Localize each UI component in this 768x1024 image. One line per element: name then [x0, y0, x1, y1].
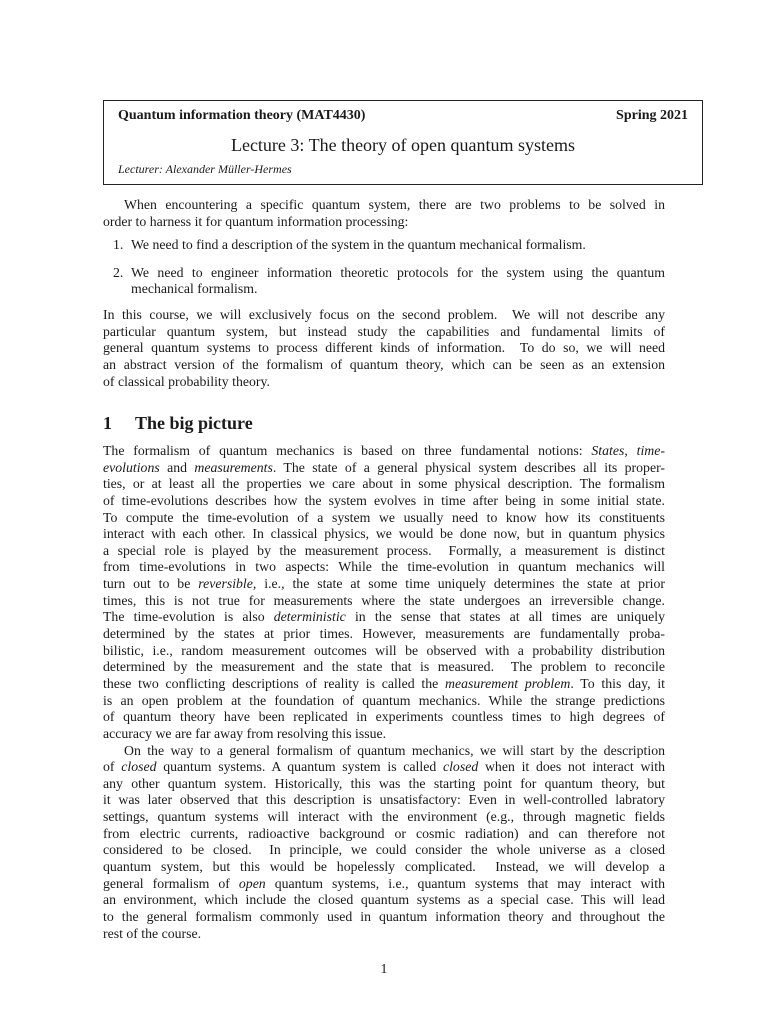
scope-paragraph — [103, 307, 665, 390]
list-text — [103, 265, 665, 298]
text-line — [103, 197, 665, 214]
list-item — [103, 265, 665, 298]
text-segment: . The state of a general physical system describes all its proper- — [272, 459, 665, 475]
list-item — [103, 237, 665, 254]
text-segment: settings, quantum systems will interact with the environment (e.g., through magnetic fields — [103, 809, 665, 825]
text-segment: interact with each other. In classical physics, we would be done now, but in quantum physics — [103, 526, 665, 542]
text-line — [103, 476, 665, 493]
text-line — [103, 909, 665, 926]
text-segment: To compute the time-evolution of a system we usually need to know how its constituents — [103, 509, 665, 525]
text-line — [103, 892, 665, 909]
emphasized-text: closed — [442, 759, 479, 775]
text-segment: from electric currents, radioactive background or cosmic radiation) and can therefore not — [103, 825, 665, 841]
emphasized-text: closed — [121, 759, 157, 775]
text-segment: is an open problem at the foundation of quantum mechanics. While the strange predictions — [103, 692, 665, 708]
text-line — [103, 576, 665, 593]
text-line — [103, 743, 665, 760]
text-line — [103, 543, 665, 560]
text-line — [103, 792, 665, 809]
text-line — [103, 676, 665, 693]
page-number: 1 — [380, 961, 388, 976]
lecture-header-box — [103, 100, 703, 185]
term: Spring 2021 — [616, 108, 688, 123]
text-segment: determined by the states at prior times. However, measurements are fundamentally proba- — [103, 626, 665, 642]
text-segment: of time-evolutions describes how the system evolves in time after being in some initial state. — [103, 492, 665, 508]
text-segment: When encountering a specific quantum system, there are two problems to be solved in — [124, 197, 665, 212]
emphasized-text: evolutions — [103, 459, 160, 475]
list-number: 2. — [113, 264, 124, 280]
text-segment: from time-evolutions in two aspects: While the time-evolution in quantum mechanics will — [103, 559, 665, 575]
text-line — [103, 460, 665, 477]
text-line — [103, 826, 665, 843]
text-line — [131, 265, 665, 282]
text-line — [103, 643, 665, 660]
text-segment: general formalism of — [103, 875, 239, 891]
emphasized-text: open — [238, 875, 266, 891]
text-segment: determined by the measurement and the state that is measured. The problem to reconcile — [103, 659, 665, 675]
list-number: 1. — [113, 237, 124, 252]
text-segment: The formalism of quantum mechanics is based on three fundamental notions: — [103, 443, 592, 458]
text-line — [103, 374, 665, 391]
text-segment: and — [159, 459, 195, 475]
text-line — [103, 340, 665, 357]
text-line — [103, 593, 665, 610]
section-title: The big picture — [135, 413, 253, 433]
text-segment: of classical probability theory. — [103, 373, 270, 389]
text-segment: turn out to be — [103, 576, 199, 592]
text-segment: considered to be closed. In principle, we could consider the whole universe as a closed — [103, 842, 665, 858]
emphasized-text: measurement problem — [445, 675, 571, 691]
course-title: Quantum information theory (MAT4430) — [118, 108, 366, 123]
text-line — [103, 493, 665, 510]
lecture-title: Lecture 3: The theory of open quantum systems — [230, 135, 576, 155]
lecturer: Lecturer: Alexander Müller-Hermes — [118, 162, 292, 176]
text-segment: In this course, we will exclusively focus on the second problem. We will not describe any — [103, 307, 665, 322]
text-segment: when it does not interact with — [478, 759, 665, 775]
text-segment: of quantum theory have been replicated in experiments countless times to high degrees of — [103, 709, 665, 725]
text-segment: . To this day, it — [570, 675, 665, 691]
text-line — [103, 876, 665, 893]
open-systems-paragraph — [103, 743, 665, 943]
text-line — [103, 859, 665, 876]
text-segment: any other quantum system. Historically, this was the starting point for quantum theory, but — [103, 775, 665, 791]
text-line — [103, 759, 665, 776]
text-segment: quantum systems, i.e., quantum systems that may interact with — [265, 875, 665, 891]
text-segment: mechanical formalism. — [131, 281, 258, 297]
text-segment: an environment, which include the closed quantum systems as a special case. This will lead — [103, 892, 665, 908]
text-segment: bilistic, i.e., random measurement outcomes will be observed with a probability distribution — [103, 642, 665, 658]
text-line — [131, 237, 665, 254]
text-segment: ties, or at least all the properties we care about in some physical description. The formalism — [103, 476, 665, 492]
text-segment: of — [103, 759, 122, 775]
text-line — [103, 926, 665, 943]
text-segment: an abstract version of the formalism of quantum theory, which can be seen as an extension — [103, 356, 665, 372]
text-segment: rest of the course. — [103, 925, 202, 941]
emphasized-text: reversible — [198, 576, 253, 592]
text-line — [103, 693, 665, 710]
numbered-list — [103, 237, 665, 298]
emphasized-text: States — [591, 443, 625, 458]
text-segment: On the way to a general formalism of quantum mechanics, we will start by the description — [124, 742, 665, 758]
text-segment: these two conflicting descriptions of reality is called the — [103, 675, 446, 691]
text-segment: it was later observed that this description is unsatisfactory: Even in well-controlled labratory — [103, 792, 665, 808]
text-line — [103, 526, 665, 543]
text-segment: , — [624, 443, 637, 458]
text-line — [103, 709, 665, 726]
text-segment: a special role is played by the measurement process. Formally, a measurement is distinct — [103, 542, 665, 558]
text-line — [103, 307, 665, 324]
text-line — [103, 609, 665, 626]
text-line — [103, 559, 665, 576]
emphasized-text: deterministic — [273, 609, 346, 625]
text-line — [103, 510, 665, 527]
text-segment: general quantum systems to process different kinds of information. To do so, we will need — [103, 340, 665, 356]
text-segment: particular quantum system, but instead study the capabilities and fundamental limits of — [103, 323, 665, 339]
text-line — [103, 659, 665, 676]
emphasized-text: measurements — [194, 459, 273, 475]
text-line — [103, 626, 665, 643]
text-segment: We need to engineer information theoretic protocols for the system using the quantum — [131, 264, 665, 280]
section-heading — [103, 413, 253, 434]
text-line — [103, 776, 665, 793]
text-segment: , i.e., the state at some time uniquely determines the state at prior — [252, 576, 665, 592]
section-number: 1 — [103, 413, 112, 433]
text-line — [131, 281, 665, 298]
text-segment: We need to find a description of the system in the quantum mechanical formalism. — [131, 237, 586, 252]
text-line — [103, 357, 665, 374]
text-segment: The time-evolution is also — [103, 609, 274, 625]
emphasized-text: time- — [636, 443, 665, 458]
text-segment: order to harness it for quantum information processing: — [103, 213, 409, 229]
text-line — [103, 214, 665, 231]
big-picture-paragraph — [103, 443, 665, 743]
text-line — [103, 726, 665, 743]
text-line — [103, 809, 665, 826]
text-segment: in the sense that states at all times are uniquely — [345, 609, 665, 625]
text-segment: accuracy we are far away from resolving this issue. — [103, 725, 387, 741]
text-line — [103, 443, 665, 460]
text-segment: to the general formalism commonly used in quantum information theory and throughout the — [103, 908, 665, 924]
text-segment: times, this is not true for measurements where the state undergoes an irreversible change. — [103, 592, 665, 608]
intro-paragraph — [103, 197, 665, 230]
text-line — [103, 324, 665, 341]
text-segment: quantum system, but this would be hopelessly complicated. Instead, we will develop a — [103, 858, 665, 874]
list-text — [103, 237, 665, 254]
text-segment: quantum systems. A quantum system is called — [156, 759, 443, 775]
text-line — [103, 842, 665, 859]
